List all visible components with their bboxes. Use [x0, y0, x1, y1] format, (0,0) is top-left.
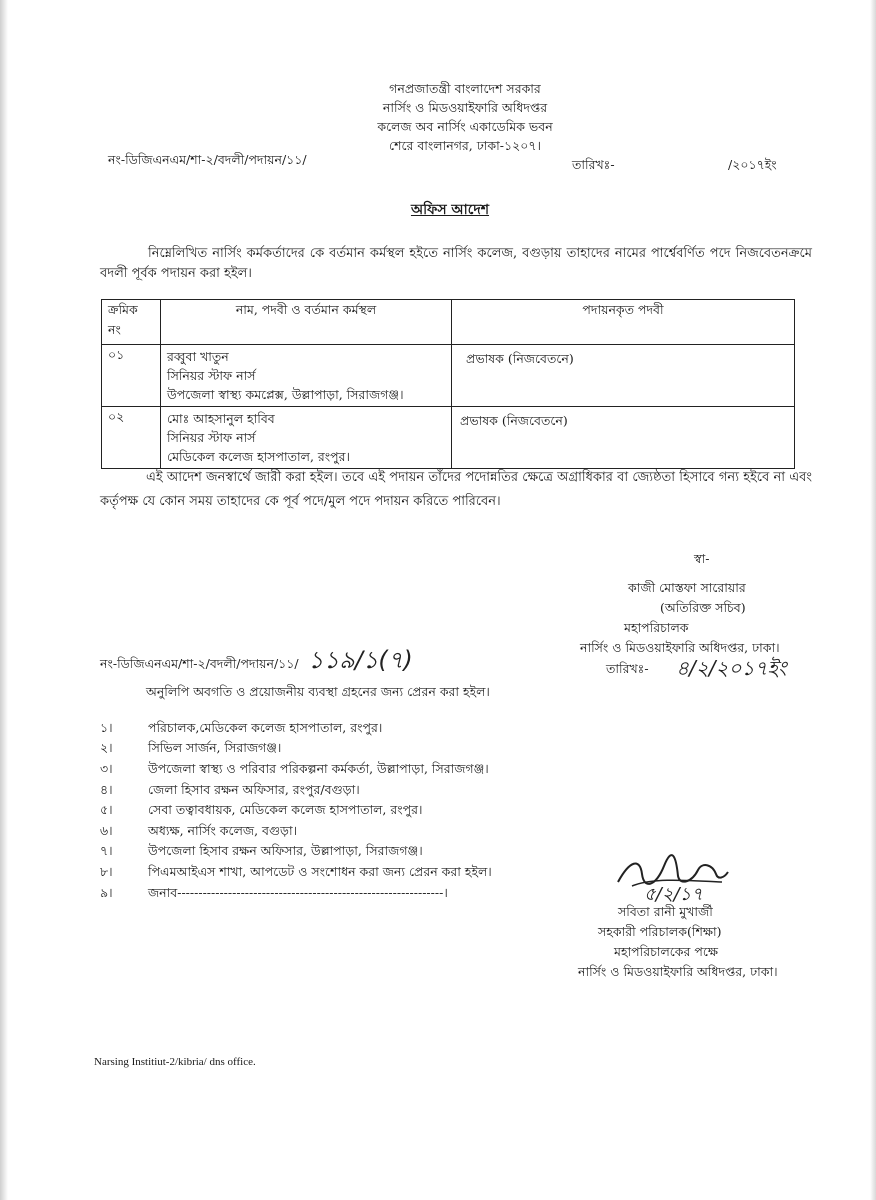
- signatory-office: নার্সিং ও মিডওয়াইফারি অধিদপ্তর, ঢাকা।: [580, 640, 780, 655]
- header-address: শেরে বাংলানগর, ঢাকা-১২০৭।: [389, 138, 541, 153]
- list-item: উপজেলা হিসাব রক্ষন অফিসার, উল্লাপাড়া, সিরাজগঞ্জ।: [148, 843, 423, 858]
- table-row: [102, 407, 795, 469]
- list-item-number: ১।: [100, 720, 113, 735]
- list-item-number: ৭।: [100, 843, 113, 858]
- transfer-table: [101, 299, 795, 469]
- list-item: পিএমআইএস শাখা, আপডেট ও সংশোধন করা জন্য প্রেরন করা হইল।: [148, 864, 492, 879]
- header-government: গনপ্রজাতন্ত্রী বাংলাদেশ সরকার: [389, 81, 541, 96]
- list-item-number: ৮।: [100, 864, 113, 879]
- list-item: সিভিল সার্জন, সিরাজগঞ্জ।: [148, 740, 282, 755]
- signature-date-label: তারিখঃ-: [606, 661, 649, 676]
- signature-handwritten-date: ৫/২/১৭: [644, 884, 703, 905]
- list-item: অধ্যক্ষ, নার্সিং কলেজ, বগুড়া।: [148, 823, 298, 838]
- table-row: [102, 345, 795, 407]
- header-department: নার্সিং ও মিডওয়াইফারি অধিদপ্তর: [382, 100, 548, 115]
- header-name: নাম, পদবী ও বর্তমান কর্মস্থল: [161, 300, 452, 345]
- signature-mark: স্বা-: [694, 551, 710, 566]
- list-item: সেবা তত্বাবধায়ক, মেডিকেল কলেজ হাসপাতাল, রংপুর।: [148, 802, 423, 817]
- signatory2-name: সবিতা রানী মুখার্জী: [618, 904, 713, 919]
- row-serial: ০২: [102, 407, 161, 469]
- scan-edge-right: [870, 0, 876, 1200]
- list-item-number: ৯।: [100, 885, 113, 900]
- row-details: [161, 345, 452, 407]
- row-name: মোঃ আহসানুল হাবিব: [167, 411, 275, 426]
- signatory-rank: (অতিরিক্ত সচিব): [660, 600, 746, 615]
- row-details: [161, 407, 452, 469]
- signature-date-handwritten: ৪/২/২০১৭ইং: [676, 656, 787, 680]
- header-serial: ক্রমিক নং: [102, 300, 161, 345]
- row-post: প্রভাষক (নিজবেতনে): [452, 407, 795, 469]
- header-building: কলেজ অব নার্সিং একাডেমিক ভবন: [377, 119, 553, 134]
- memo-number: নং-ডিজিএনএম/শা-২/বদলী/পদায়ন/১১/: [108, 152, 307, 167]
- footer-reference: Narsing Institiut-2/kibria/ dns office.: [94, 1056, 256, 1068]
- list-item: উপজেলা স্বাস্থ্য ও পরিবার পরিকল্পনা কর্মকর্তা, উল্লাপাড়া, সিরাজগঞ্জ।: [148, 761, 489, 776]
- intro-paragraph: নিম্নেলিখিত নার্সিং কর্মকর্তাদের কে বর্তমান কর্মস্থল হইতে নার্সিং কলেজ, বগুড়ায় তাহাদের নামের পার্শ্বেবর্ণিত পদে নিজবেতনক্রমে বদলী পূর্বক পদায়ন করা হইল।: [100, 246, 812, 281]
- page-title: অফিস আদেশ: [410, 202, 490, 218]
- row-name: রব্বুবা খাতুন: [167, 349, 229, 364]
- list-item-number: ৩।: [100, 761, 113, 776]
- header-post: পদায়নকৃত পদবী: [452, 300, 795, 345]
- date-label: তারিখঃ-: [572, 157, 615, 172]
- table-header-row: [102, 300, 795, 345]
- list-item-number: ২।: [100, 740, 113, 755]
- list-item-number: ৫।: [100, 802, 113, 817]
- row-post: প্রভাষক (নিজবেতনে): [452, 345, 795, 407]
- row-designation: সিনিয়র স্টাফ নার্স: [167, 368, 256, 383]
- signatory-title: মহাপরিচালক: [624, 620, 689, 635]
- row-designation: সিনিয়র স্টাফ নার্স: [167, 430, 256, 445]
- signatory2-office: নার্সিং ও মিডওয়াইফারি অধিদপ্তর, ঢাকা।: [578, 964, 778, 979]
- list-item-number: ৬।: [100, 823, 113, 838]
- signatory2-rank: সহকারী পরিচালক(শিক্ষা): [598, 924, 722, 939]
- copy-memo-handwritten: ১১৯/১(৭): [308, 646, 413, 674]
- list-item-number: ৪।: [100, 782, 113, 797]
- list-item: জনাব---------------------------------------------------------------।: [148, 885, 448, 900]
- closing-paragraph: এই আদেশ জনস্বার্থে জারী করা হইল। তবে এই পদায়ন তাঁদের পদোন্নতির ক্ষেত্রে অগ্রাধিকার বা জ্যেষ্ঠতা হিসাবে গন্য হইবে না এবং কর্তৃপক্ষ যে কোন সময় তাহাদের কে পূর্ব পদে/মুল পদে পদায়ন করিতে পারিবেন।: [100, 470, 812, 509]
- list-item: পরিচালক,মেডিকেল কলেজ হাসপাতাল, রংপুর।: [148, 720, 383, 735]
- signatory2-behalf: মহাপরিচালকের পক্ষে: [614, 944, 719, 959]
- row-workplace: উপজেলা স্বাস্থ্য কমপ্লেক্স, উল্লাপাড়া, সিরাজগঞ্জ।: [167, 387, 404, 402]
- list-item: জেলা হিসাব রক্ষন অফিসার, রংপুর/বগুড়া।: [148, 782, 360, 797]
- copy-intro: অনুলিপি অবগতি ও প্রয়োজনীয় ব্যবস্থা গ্রহনের জন্য প্রেরন করা হইল।: [146, 684, 490, 699]
- copy-memo-number: নং-ডিজিএনএম/শা-২/বদলী/পদায়ন/১১/: [100, 656, 299, 671]
- signatory-name: কাজী মোস্তফা সারোয়ার: [628, 580, 746, 595]
- row-workplace: মেডিকেল কলেজ হাসপাতাল, রংপুর।: [167, 449, 350, 464]
- scan-edge-left: [0, 0, 8, 1200]
- row-serial: ০১: [102, 345, 161, 407]
- date-value: /২০১৭ইং: [728, 157, 777, 172]
